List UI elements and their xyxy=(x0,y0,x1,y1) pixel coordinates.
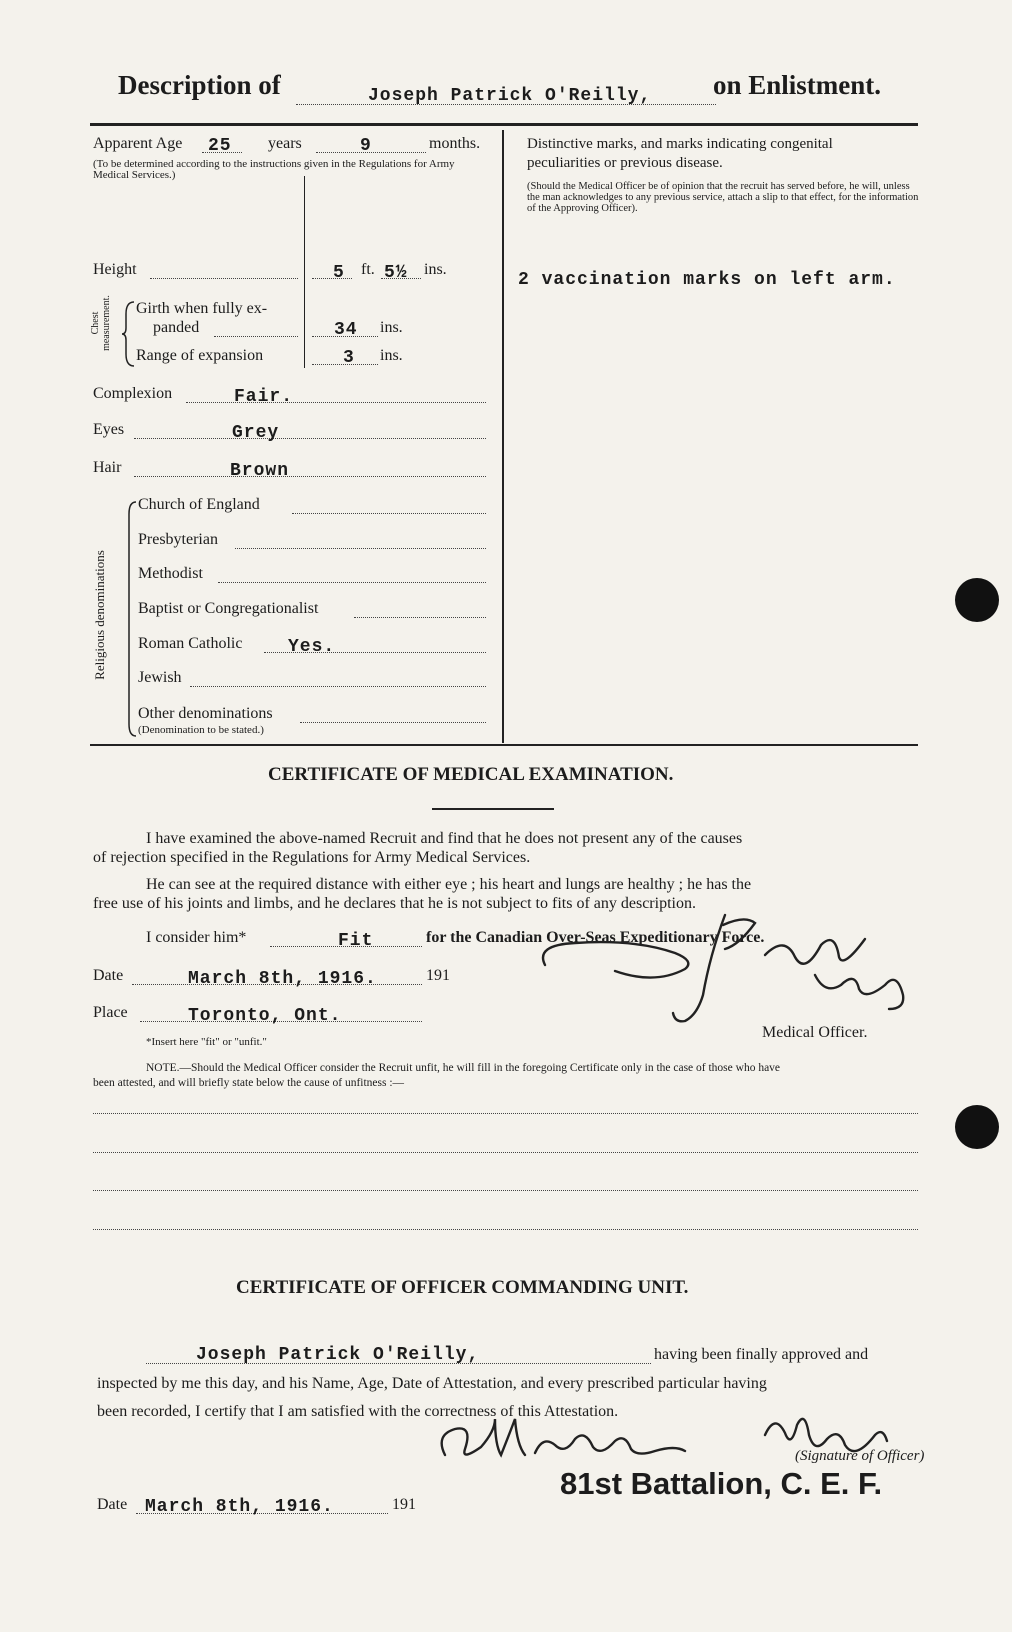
months-label: months. xyxy=(429,135,481,152)
commanding-line1-suffix: having been finally approved and xyxy=(654,1346,869,1363)
insert-note: *Insert here "fit" or "unfit." xyxy=(146,1036,267,1048)
complexion-label: Complexion xyxy=(93,385,173,402)
hair-label: Hair xyxy=(93,459,122,476)
chest-label: Chest measurement. xyxy=(90,295,112,351)
marks-value: 2 vaccination marks on left arm. xyxy=(518,270,896,290)
religion-bracket xyxy=(126,500,138,738)
marks-heading-1: Distinctive marks, and marks indicating congenital xyxy=(527,136,833,152)
girth-label-1: Girth when fully ex- xyxy=(136,300,268,317)
medical-title: CERTIFICATE OF MEDICAL EXAMINATION. xyxy=(268,764,674,785)
header-suffix: on Enlistment. xyxy=(713,70,882,100)
religion-presbyterian: Presbyterian xyxy=(138,531,218,548)
inches-label: ins. xyxy=(424,261,447,278)
commanding-year-suffix: 191 xyxy=(392,1496,416,1513)
religion-roman-catholic: Roman Catholic xyxy=(138,635,243,652)
commanding-line2: inspected by me this day, and his Name, Age, Date of Attestation, and every prescribed particular having xyxy=(97,1375,767,1392)
commanding-date-label: Date xyxy=(97,1496,128,1513)
hair-value: Brown xyxy=(230,461,290,481)
height-inches: 5½ xyxy=(384,263,408,283)
complexion-value: Fair. xyxy=(234,387,294,407)
commanding-title: CERTIFICATE OF OFFICER COMMANDING UNIT. xyxy=(236,1277,689,1298)
height-label: Height xyxy=(93,261,137,278)
medical-officer-label: Medical Officer. xyxy=(762,1024,868,1041)
age-months: 9 xyxy=(360,136,372,156)
unfitness-line-4 xyxy=(93,1229,918,1230)
consider-label: I consider him* xyxy=(146,929,247,946)
commanding-line3: been recorded, I certify that I am satisfied with the correctness of this Attestation. xyxy=(97,1403,619,1420)
medical-officer-signature xyxy=(525,905,925,1025)
denomination-note: (Denomination to be stated.) xyxy=(138,724,264,736)
chest-bracket xyxy=(122,300,136,368)
religion-jewish: Jewish xyxy=(138,669,182,686)
header-prefix: Description of xyxy=(118,70,281,100)
girth-label-2: panded xyxy=(153,319,200,336)
marks-note: (Should the Medical Officer be of opinion that the recruit has served before, he will, unless the man acknowledges to any previous service, attach a slip to that effect, for the information of the Approving Officer). xyxy=(527,181,919,214)
exam-date-value: March 8th, 1916. xyxy=(188,969,377,989)
age-years: 25 xyxy=(208,136,232,156)
marks-heading-2: peculiarities or previous disease. xyxy=(527,155,723,171)
religions-label: Religious denominations xyxy=(92,550,107,680)
force-text: for the Canadian Over-Seas Expeditionary Force. xyxy=(426,929,765,946)
exam-year-suffix: 191 xyxy=(426,967,450,984)
religion-other: Other denominations xyxy=(138,705,273,722)
medical-para1-line2: of rejection specified in the Regulations for Army Medical Services. xyxy=(93,849,531,866)
unfitness-line-2 xyxy=(93,1152,918,1153)
roman-catholic-value: Yes. xyxy=(288,637,336,657)
years-label: years xyxy=(268,135,302,152)
girth-inches-label: ins. xyxy=(380,319,403,336)
age-label: Apparent Age xyxy=(93,135,183,152)
religion-baptist: Baptist or Congregationalist xyxy=(138,600,319,617)
range-inches-label: ins. xyxy=(380,347,403,364)
fit-value: Fit xyxy=(338,931,374,951)
punch-hole-bottom xyxy=(955,1105,999,1149)
eyes-value: Grey xyxy=(232,423,280,443)
commanding-recruit-name: Joseph Patrick O'Reilly, xyxy=(196,1345,480,1365)
range-label: Range of expansion xyxy=(136,347,264,364)
exam-place-value: Toronto, Ont. xyxy=(188,1006,342,1026)
feet-label: ft. xyxy=(361,261,375,278)
exam-date-label: Date xyxy=(93,967,124,984)
signature-label: (Signature of Officer) xyxy=(795,1448,925,1464)
medical-para2-line1: He can see at the required distance with either eye ; his heart and lungs are healthy ; he has the xyxy=(146,876,752,893)
note-line-1: NOTE.—Should the Medical Officer consider the Recruit unfit, he will fill in the foregoing Certificate only in the case of those who have xyxy=(146,1062,781,1074)
girth-value: 34 xyxy=(334,320,358,340)
height-feet: 5 xyxy=(333,263,345,283)
note-line-2: been attested, and will briefly state below the cause of unfitness :— xyxy=(93,1077,405,1089)
exam-place-label: Place xyxy=(93,1004,128,1021)
medical-para2-line2: free use of his joints and limbs, and he declares that he is not subject to fits of any description. xyxy=(93,895,696,912)
religion-methodist: Methodist xyxy=(138,565,203,582)
commanding-date-value: March 8th, 1916. xyxy=(145,1497,334,1517)
religion-church-of-england: Church of England xyxy=(138,496,260,513)
eyes-label: Eyes xyxy=(93,421,125,438)
medical-para1-line1: I have examined the above-named Recruit and find that he does not present any of the causes xyxy=(146,830,743,847)
punch-hole-top xyxy=(955,578,999,622)
age-note: (To be determined according to the instructions given in the Regulations for Army Medical Services.) xyxy=(93,158,455,181)
unfitness-line-3 xyxy=(93,1190,918,1191)
range-value: 3 xyxy=(343,348,355,368)
recruit-name: Joseph Patrick O'Reilly, xyxy=(368,86,652,106)
unfitness-line-1 xyxy=(93,1113,918,1114)
battalion-stamp: 81st Battalion, C. E. F. xyxy=(560,1466,883,1501)
